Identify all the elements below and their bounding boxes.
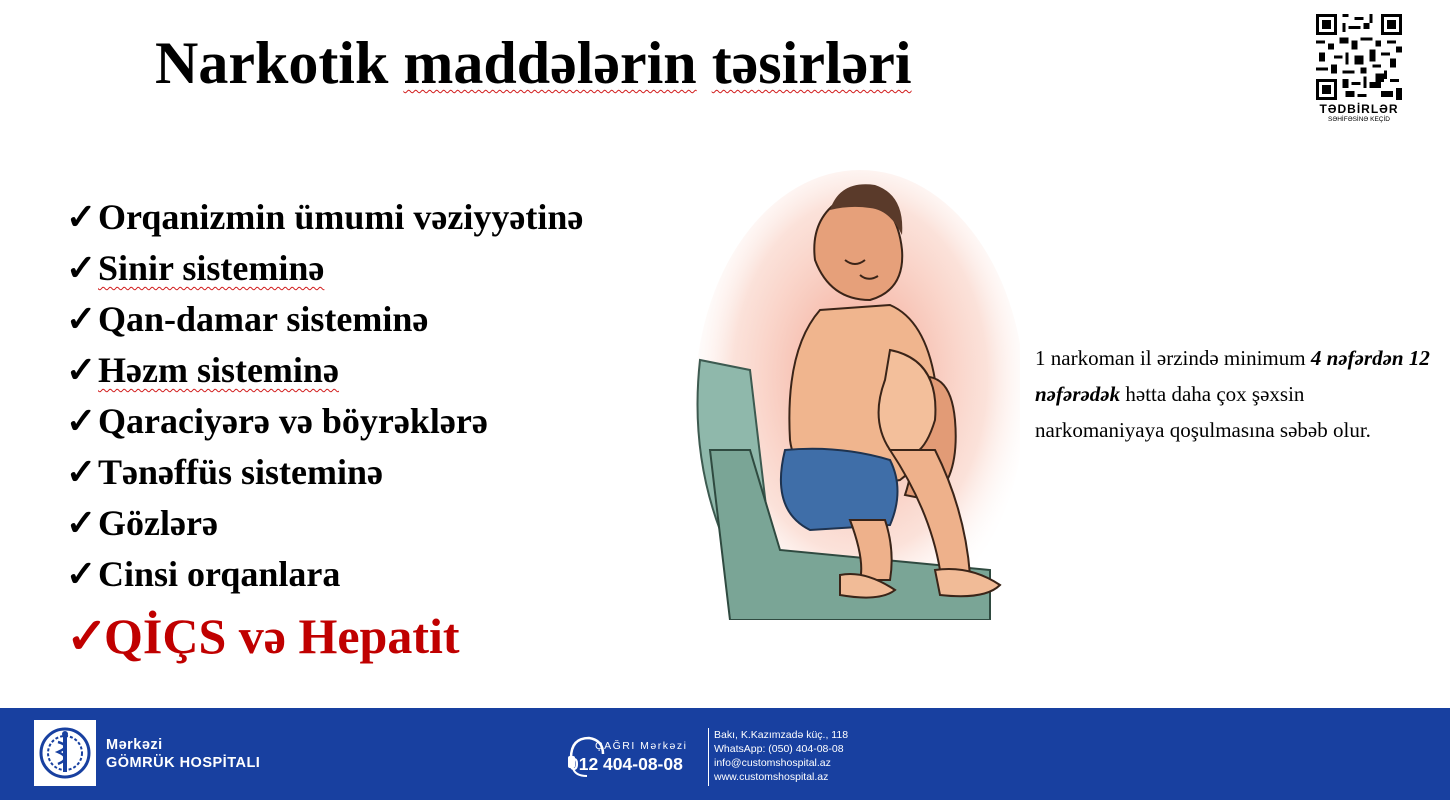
- effect-label: Qaraciyərə və böyrəklərə: [98, 401, 488, 441]
- hospital-logo: [34, 720, 96, 786]
- hospital-name-line1: Mərkəzi: [106, 737, 163, 753]
- effect-label-highlighted: QİÇS və Hepatit: [104, 608, 460, 664]
- effect-item-eyes: [66, 498, 583, 549]
- suffering-man-illustration: [690, 150, 1020, 620]
- contact-email[interactable]: info@customshospital.az: [714, 757, 831, 769]
- checkmark-icon: ✓: [66, 554, 97, 594]
- contact-whatsapp[interactable]: WhatsApp: (050) 404-08-08: [714, 743, 844, 755]
- effect-item-reproductive: [66, 549, 583, 600]
- contact-address: Bakı, K.Kazımzadə küç., 118: [714, 729, 849, 741]
- hospital-emblem-icon: [34, 720, 96, 786]
- title-word-3: təsirləri: [711, 30, 912, 96]
- hospital-name-line2: GÖMRÜK HOSPİTALI: [106, 755, 261, 771]
- title-word-2: maddələrin: [403, 30, 697, 96]
- effect-item-general-state: [66, 192, 583, 243]
- note-text-part1: 1 narkoman il ərzində minimum: [1035, 346, 1311, 370]
- effect-item-digestive: [66, 345, 583, 396]
- checkmark-icon: ✓: [66, 452, 97, 492]
- statistic-note: [1035, 340, 1435, 448]
- contact-website[interactable]: www.customshospital.az: [714, 771, 829, 783]
- checkmark-icon: ✓: [66, 350, 97, 390]
- hospital-name: [106, 736, 260, 772]
- effect-label: Sinir sisteminə: [98, 248, 325, 288]
- effect-item-cardiovascular: [66, 294, 583, 345]
- contact-info: [714, 728, 848, 784]
- checkmark-icon: ✓: [66, 503, 97, 543]
- qr-caption-sub: SƏHİFƏSİNƏ KEÇİD: [1328, 116, 1390, 123]
- footer-bar: [0, 708, 1450, 800]
- effect-label: Gözlərə: [98, 503, 218, 543]
- call-center-label: ÇAĞRI Mərkəzi: [595, 740, 688, 752]
- checkmark-icon: ✓: [66, 608, 108, 664]
- effect-label: Həzm sisteminə: [98, 350, 339, 390]
- checkmark-icon: ✓: [66, 197, 97, 237]
- qr-caption-main: TƏDBİRLƏR: [1319, 102, 1399, 116]
- effect-label: Tənəffüs sisteminə: [98, 452, 383, 492]
- effect-item-liver-kidneys: [66, 396, 583, 447]
- effects-list: [66, 192, 583, 668]
- note-emphasis: 4 nəfərdən 12 nəfərədək: [1035, 346, 1430, 406]
- effect-item-nervous-system: [66, 243, 583, 294]
- qr-code-icon: [1316, 14, 1402, 100]
- effect-label: Cinsi orqanlara: [98, 554, 341, 594]
- note-text-part2: hətta daha çox şəxsin narkomaniyaya qoşulmasına səbəb olur.: [1035, 382, 1371, 442]
- effect-label: Qan-damar sisteminə: [98, 299, 429, 339]
- call-center-phone[interactable]: 012 404-08-08: [569, 754, 683, 774]
- checkmark-icon: ✓: [66, 299, 97, 339]
- call-center-block[interactable]: [565, 730, 705, 788]
- effect-item-hiv-hepatitis: [66, 604, 583, 668]
- title-word-1: Narkotik: [155, 30, 389, 96]
- effect-label: Orqanizmin ümumi vəziyyətinə: [98, 197, 584, 237]
- footer-divider: [708, 728, 709, 786]
- effect-item-respiratory: [66, 447, 583, 498]
- checkmark-icon: ✓: [66, 401, 97, 441]
- qr-code-block[interactable]: [1315, 14, 1403, 123]
- checkmark-icon: ✓: [66, 248, 97, 288]
- slide-title: [155, 30, 912, 96]
